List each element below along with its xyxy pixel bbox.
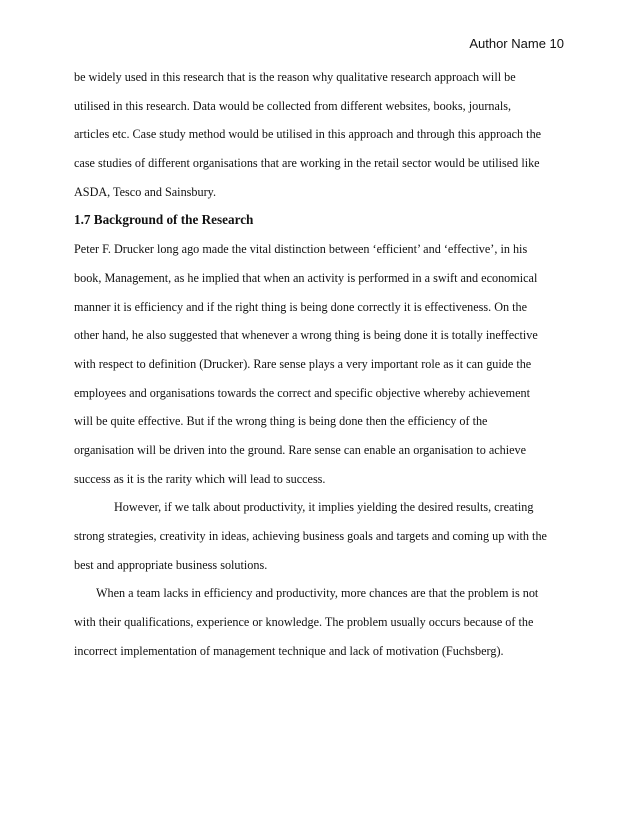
section-heading: 1.7 Background of the Research [74,212,254,228]
paragraph-2 [74,239,574,497]
paragraph-1 [74,67,574,210]
paragraph-3 [74,497,574,583]
text-line: best and appropriate business solutions. [74,557,268,572]
text-line: book, Management, as he implied that when an activity is performed in a swift and economical [74,270,538,285]
text-line: However, if we talk about productivity, it implies yielding the desired results, creating [114,500,534,515]
text-line: case studies of different organisations that are working in the retail sector would be utilised like [74,156,540,171]
text-line: other hand, he also suggested that whenever a wrong thing is being done it is totally ineffective [74,328,538,343]
document-body [74,67,574,669]
paragraph-4 [74,583,574,669]
text-line: with their qualifications, experience or knowledge. The problem usually occurs because of the [74,615,534,630]
text-line: organisation will be driven into the ground. Rare sense can enable an organisation to achieve [74,442,527,457]
text-line: utilised in this research. Data would be collected from different websites, books, journals, [74,98,512,113]
text-line: manner it is efficiency and if the right thing is being done correctly it is effectiveness. On the [74,299,528,314]
text-line: articles etc. Case study method would be utilised in this approach and through this approach the [74,127,542,142]
text-line: success as it is the rarity which will lead to success. [74,471,326,486]
running-header: Author Name 10 [469,36,564,51]
text-line: incorrect implementation of management technique and lack of motivation (Fuchsberg). [74,643,504,658]
text-line: Peter F. Drucker long ago made the vital distinction between ‘efficient’ and ‘effective’, in his [74,242,528,257]
text-line: be widely used in this research that is the reason why qualitative research approach will be [74,70,516,84]
text-line: with respect to definition (Drucker). Rare sense plays a very important role as it can guide the [74,356,532,371]
text-line: ASDA, Tesco and Sainsbury. [74,184,216,199]
text-line: employees and organisations towards the correct and specific objective whereby achievement [74,385,530,400]
text-line: When a team lacks in efficiency and productivity, more chances are that the problem is not [96,586,539,601]
text-line: will be quite effective. But if the wrong thing is being done then the efficiency of the [74,414,488,429]
text-line: strong strategies, creativity in ideas, achieving business goals and targets and coming up with the [74,529,547,543]
